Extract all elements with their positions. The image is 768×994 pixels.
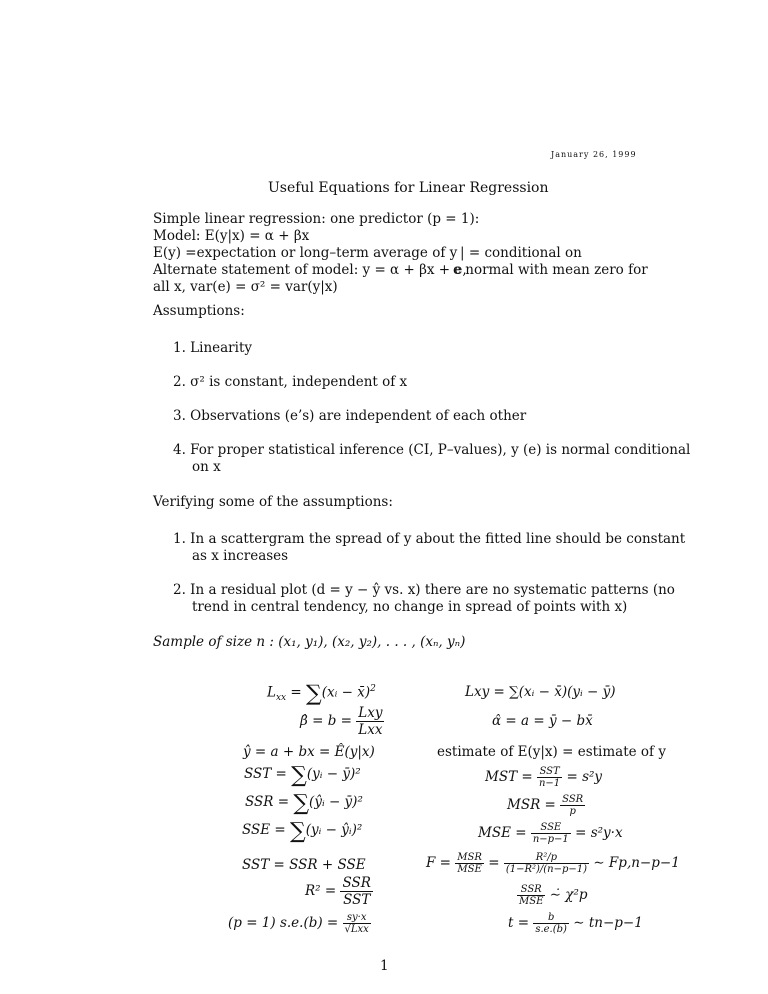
eq-f-rhs: ∼ Fp,n−p−1 bbox=[593, 855, 680, 871]
eq-f-num1: MSR bbox=[457, 852, 482, 863]
eq-r2-num: SSR bbox=[342, 875, 371, 891]
eq-sse-lhs: SSE = bbox=[242, 822, 286, 838]
eq-mst-lhs: MST = bbox=[485, 769, 533, 785]
eq-t-num: b bbox=[547, 912, 555, 923]
eq-mst bbox=[485, 766, 602, 789]
intro-line-4b: e normal with mean zero for bbox=[453, 262, 648, 278]
eq-mst-den: n−1 bbox=[538, 778, 561, 789]
eq-beta-den: Lxx bbox=[356, 721, 384, 738]
sigma-icon: ∑ bbox=[293, 791, 310, 816]
document-date: January 26, 1999 bbox=[551, 150, 637, 159]
eq-t bbox=[508, 912, 643, 935]
verifying-heading: Verifying some of the assumptions: bbox=[153, 494, 393, 510]
eq-ssr-rhs: (ŷᵢ − ȳ)² bbox=[309, 794, 363, 810]
eq-sst-decomposition: SST = SSR + SSE bbox=[242, 857, 366, 873]
eq-alpha: α̂ = a = ȳ − bx̄ bbox=[492, 713, 593, 729]
eq-se-num: sy·x bbox=[346, 912, 367, 923]
sample-statement: Sample of size n : (x₁, y₁), (x₂, y₂), . . . , (xₙ, yₙ) bbox=[153, 634, 466, 650]
eq-yhat: ŷ = a + bx = Ê(y|x) bbox=[243, 744, 375, 760]
eq-mse-den: n−p−1 bbox=[532, 834, 569, 845]
page-number: 1 bbox=[380, 958, 389, 974]
eq-beta bbox=[300, 705, 384, 738]
assumption-item-cont: on x bbox=[192, 459, 221, 475]
eq-se-lhs: (p = 1) s.e.(b) = bbox=[228, 915, 339, 931]
eq-f-lhs: F = bbox=[426, 855, 451, 871]
verifying-item: 1. In a scattergram the spread of y about the fitted line should be constant bbox=[173, 531, 686, 547]
eq-mst-num: SST bbox=[539, 766, 560, 777]
eq-lxx-rhs: (xᵢ − x̄) bbox=[321, 684, 371, 701]
eq-r2 bbox=[305, 875, 373, 908]
eq-t-rhs: ∼ tn−p−1 bbox=[573, 915, 643, 931]
verifying-item-cont: as x increases bbox=[192, 548, 289, 564]
eq-t-den: s.e.(b) bbox=[535, 924, 567, 935]
eq-mse-rhs: = s²y·x bbox=[575, 825, 623, 841]
eq-msr-lhs: MSR = bbox=[507, 797, 556, 813]
verifying-item: 2. In a residual plot (d = y − ŷ vs. x) there are no systematic patterns (no bbox=[173, 582, 675, 598]
eq-chi-num: SSR bbox=[520, 884, 542, 895]
assumption-item: 2. σ² is constant, independent of x bbox=[173, 374, 408, 390]
eq-t-lhs: t = bbox=[508, 915, 530, 931]
eq-beta-num: Lxy bbox=[358, 705, 383, 721]
eq-msr-den: p bbox=[560, 805, 585, 817]
eq-mse-lhs: MSE = bbox=[478, 825, 527, 841]
eq-mst-rhs: = s²y bbox=[566, 769, 603, 785]
eq-sse-rhs: (yᵢ − ŷᵢ)² bbox=[305, 822, 363, 838]
intro-line-3a: E(y) =expectation or long–term average of y bbox=[153, 245, 458, 261]
assumption-item: 1. Linearity bbox=[173, 340, 253, 356]
assumption-item: 4. For proper statistical inference (CI, P–values), y (e) is normal conditional bbox=[173, 442, 691, 458]
eq-r2-lhs: R² = bbox=[305, 883, 337, 899]
eq-chi-rhs: ∼̇ χ²p bbox=[549, 887, 588, 903]
intro-line-1: Simple linear regression: one predictor (p = 1): bbox=[153, 211, 480, 227]
eq-f-den2: (1−R²)/(n−p−1) bbox=[505, 864, 588, 875]
assumptions-heading: Assumptions: bbox=[153, 303, 245, 319]
eq-estimate: estimate of E(y|x) = estimate of y bbox=[437, 744, 666, 760]
eq-sst-rhs: (yᵢ − ȳ)² bbox=[306, 766, 361, 782]
eq-sst-lhs: SST = bbox=[244, 766, 287, 782]
eq-f: F = $\frac{\text{MSR}}{\text{MSE}}$ = $\frac{\text{R²/p}}{\text{(1−R²)/(n−p−1)}}$ ∼ Fp,n−p−1 bbox=[426, 852, 680, 875]
eq-lxx-sub: xx bbox=[275, 693, 287, 704]
eq-msr-num: SSR bbox=[562, 794, 584, 805]
verifying-item-cont: trend in central tendency, no change in spread of points with x) bbox=[192, 599, 628, 615]
eq-sse bbox=[242, 819, 363, 844]
eq-sst bbox=[244, 763, 361, 788]
eq-msr bbox=[507, 794, 585, 817]
intro-line-5: all x, var(e) = σ² = var(y|x) bbox=[153, 279, 338, 295]
eq-f-num2: R²/p bbox=[535, 852, 558, 863]
sigma-icon: ∑ bbox=[290, 819, 306, 844]
eq-f-den1: MSE bbox=[455, 863, 484, 875]
assumption-item: 3. Observations (e’s) are independent of each other bbox=[173, 408, 527, 424]
eq-beta-lhs: β̂ = b = bbox=[300, 713, 352, 729]
eq-r2-den: SST bbox=[340, 891, 372, 908]
eq-lxy: Lxy = ∑(xᵢ − x̄)(yᵢ − ȳ) bbox=[465, 684, 616, 700]
eq-chi-den: MSE bbox=[519, 896, 544, 907]
eq-se-den: √Lxx bbox=[344, 924, 369, 935]
intro-line-4a: Alternate statement of model: y = α + βx + e, bbox=[153, 262, 467, 278]
document-title: Useful Equations for Linear Regression bbox=[268, 180, 549, 196]
sigma-icon: ∑ bbox=[291, 763, 307, 788]
intro-line-3b: | = conditional on bbox=[460, 245, 582, 261]
eq-lxx-symbol: L bbox=[267, 684, 276, 701]
eq-mse bbox=[478, 822, 623, 845]
eq-chi bbox=[517, 884, 588, 907]
eq-mse-num: SSE bbox=[540, 822, 562, 833]
intro-line-2: Model: E(y|x) = α + βx bbox=[153, 228, 310, 244]
eq-ssr-lhs: SSR = bbox=[245, 794, 290, 810]
eq-ssr bbox=[245, 791, 363, 816]
eq-lxx: $L_{xx}$ = ∑(xᵢ − x̄)$^2$ bbox=[267, 681, 376, 707]
eq-se bbox=[228, 912, 371, 935]
sigma-icon: ∑ bbox=[306, 681, 322, 707]
